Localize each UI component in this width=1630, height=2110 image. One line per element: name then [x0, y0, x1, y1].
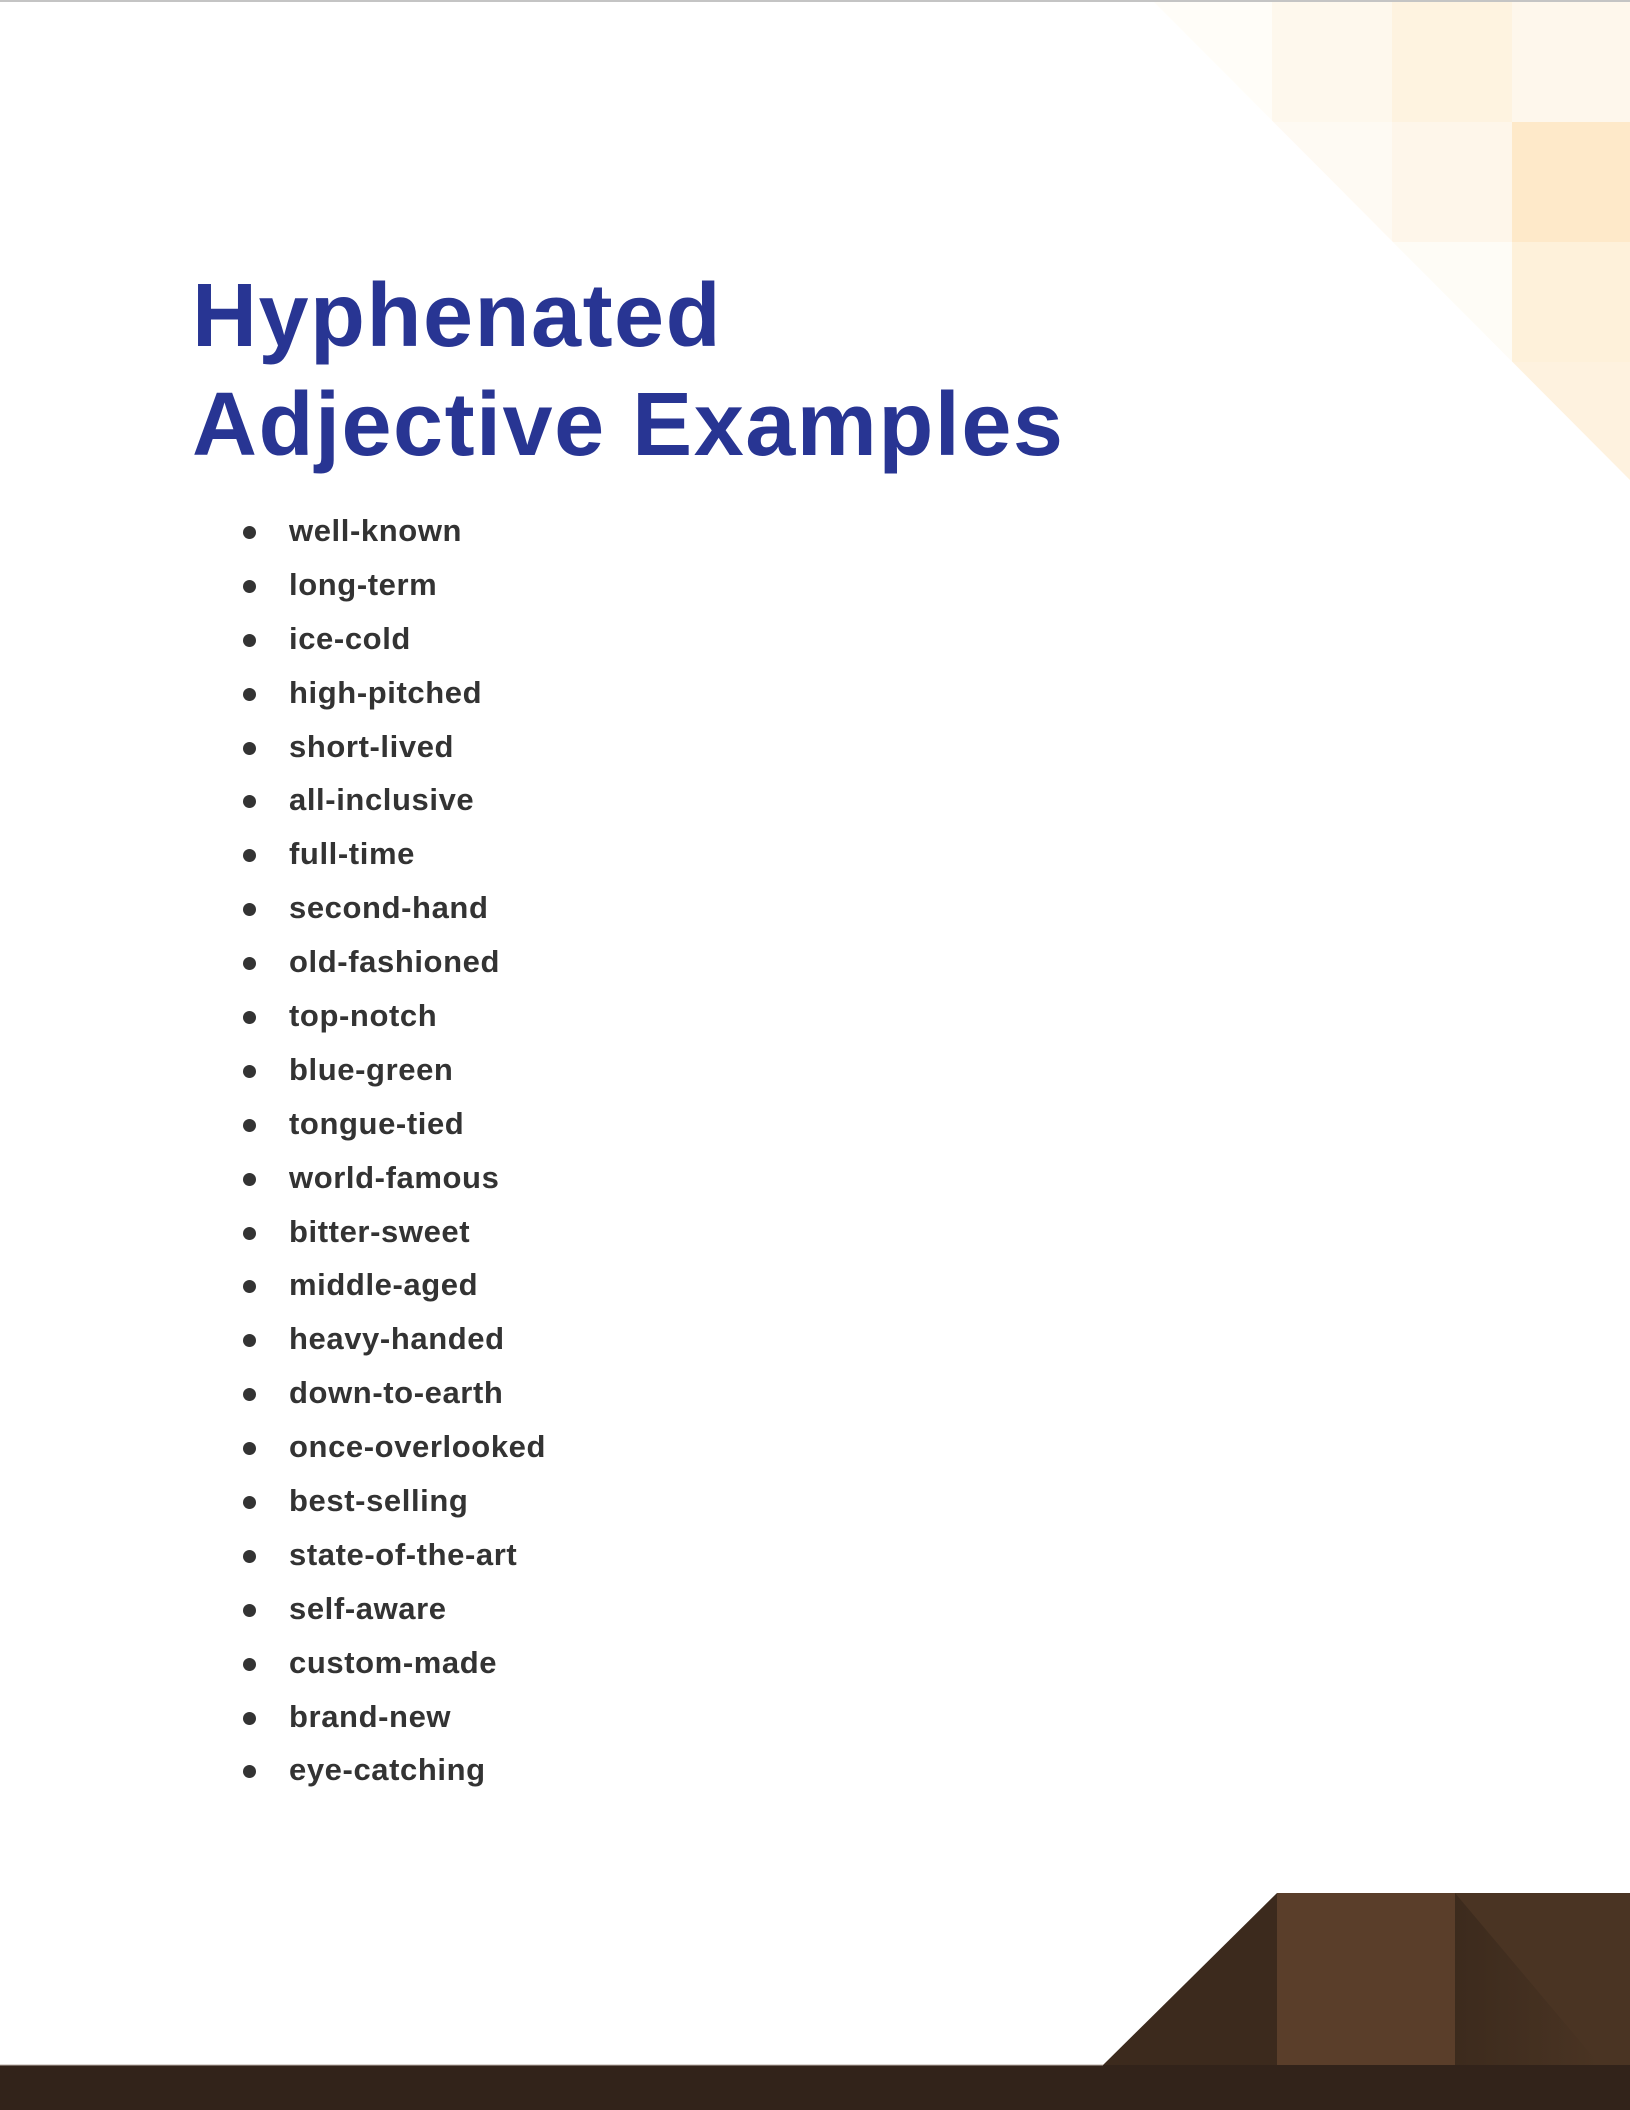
- bullet-dot-icon: [243, 1712, 256, 1725]
- list-item: [0, 669, 546, 723]
- bullet-dot-icon: [243, 1388, 256, 1401]
- list-item-text: short-lived: [289, 728, 455, 764]
- page-title: [192, 262, 1064, 480]
- list-item-text: eye-catching: [289, 1752, 486, 1788]
- list-item-text: bitter-sweet: [289, 1213, 471, 1249]
- list-item: [0, 938, 546, 992]
- list-item-text: state-of-the-art: [289, 1536, 518, 1572]
- list-item-text: old-fashioned: [289, 944, 501, 980]
- list-item: [0, 1639, 546, 1693]
- list-item: [0, 1531, 546, 1585]
- list-item: [0, 1154, 546, 1208]
- adjective-list: [0, 507, 546, 1800]
- bullet-dot-icon: [243, 1442, 256, 1455]
- list-item: [0, 1046, 546, 1100]
- bullet-dot-icon: [243, 526, 256, 539]
- list-item: [0, 1369, 546, 1423]
- list-item: [0, 1315, 546, 1369]
- bullet-dot-icon: [243, 1334, 256, 1347]
- list-item: [0, 1100, 546, 1154]
- list-item-text: heavy-handed: [289, 1321, 505, 1357]
- list-item: [0, 884, 546, 938]
- bullet-dot-icon: [243, 795, 256, 808]
- list-item-text: well-known: [289, 513, 463, 548]
- list-item: [0, 561, 546, 615]
- page-title-line-2: Adjective Examples: [192, 375, 1065, 475]
- bullet-dot-icon: [243, 849, 256, 862]
- list-item: [0, 507, 546, 561]
- list-item-text: all-inclusive: [289, 782, 475, 818]
- decorative-footer-band: [0, 1880, 1630, 2110]
- list-item-text: second-hand: [289, 890, 489, 926]
- bullet-dot-icon: [243, 1280, 256, 1293]
- bullet-dot-icon: [243, 1496, 256, 1509]
- list-item-text: tongue-tied: [289, 1105, 465, 1141]
- bullet-dot-icon: [243, 580, 256, 593]
- list-item: [0, 992, 546, 1046]
- list-item-text: middle-aged: [289, 1267, 479, 1303]
- list-item: [0, 1693, 546, 1747]
- list-item: [0, 723, 546, 777]
- list-item: [0, 1477, 546, 1531]
- list-item-text: full-time: [289, 836, 415, 872]
- list-item: [0, 830, 546, 884]
- list-item-text: ice-cold: [289, 620, 411, 656]
- bullet-dot-icon: [243, 903, 256, 916]
- bullet-dot-icon: [243, 634, 256, 647]
- list-item: [0, 1746, 546, 1800]
- list-item: [0, 1261, 546, 1315]
- bullet-dot-icon: [243, 1658, 256, 1671]
- bullet-dot-icon: [243, 1011, 256, 1024]
- list-item-text: top-notch: [289, 998, 438, 1034]
- list-item: [0, 1585, 546, 1639]
- top-border-rule: [0, 0, 1630, 2]
- list-item-text: once-overlooked: [289, 1429, 547, 1465]
- list-item-text: self-aware: [289, 1590, 447, 1626]
- list-item-text: down-to-earth: [289, 1375, 504, 1411]
- list-item: [0, 776, 546, 830]
- bullet-dot-icon: [243, 957, 256, 970]
- page-title-line-1: Hyphenated: [192, 266, 723, 366]
- list-item: [0, 1423, 546, 1477]
- bullet-dot-icon: [243, 1550, 256, 1563]
- list-item-text: brand-new: [289, 1698, 452, 1734]
- bullet-dot-icon: [243, 688, 256, 701]
- bullet-dot-icon: [243, 1604, 256, 1617]
- list-item-text: long-term: [289, 566, 438, 602]
- bullet-dot-icon: [243, 1173, 256, 1186]
- list-item: [0, 615, 546, 669]
- list-item-text: custom-made: [289, 1644, 498, 1680]
- bullet-dot-icon: [243, 1065, 256, 1078]
- list-item-text: world-famous: [289, 1159, 500, 1195]
- bullet-dot-icon: [243, 742, 256, 755]
- list-item-text: best-selling: [289, 1483, 469, 1519]
- list-item-text: high-pitched: [289, 674, 483, 710]
- bullet-dot-icon: [243, 1119, 256, 1132]
- list-item: [0, 1208, 546, 1262]
- bullet-dot-icon: [243, 1227, 256, 1240]
- bullet-dot-icon: [243, 1765, 256, 1778]
- list-item-text: blue-green: [289, 1051, 454, 1087]
